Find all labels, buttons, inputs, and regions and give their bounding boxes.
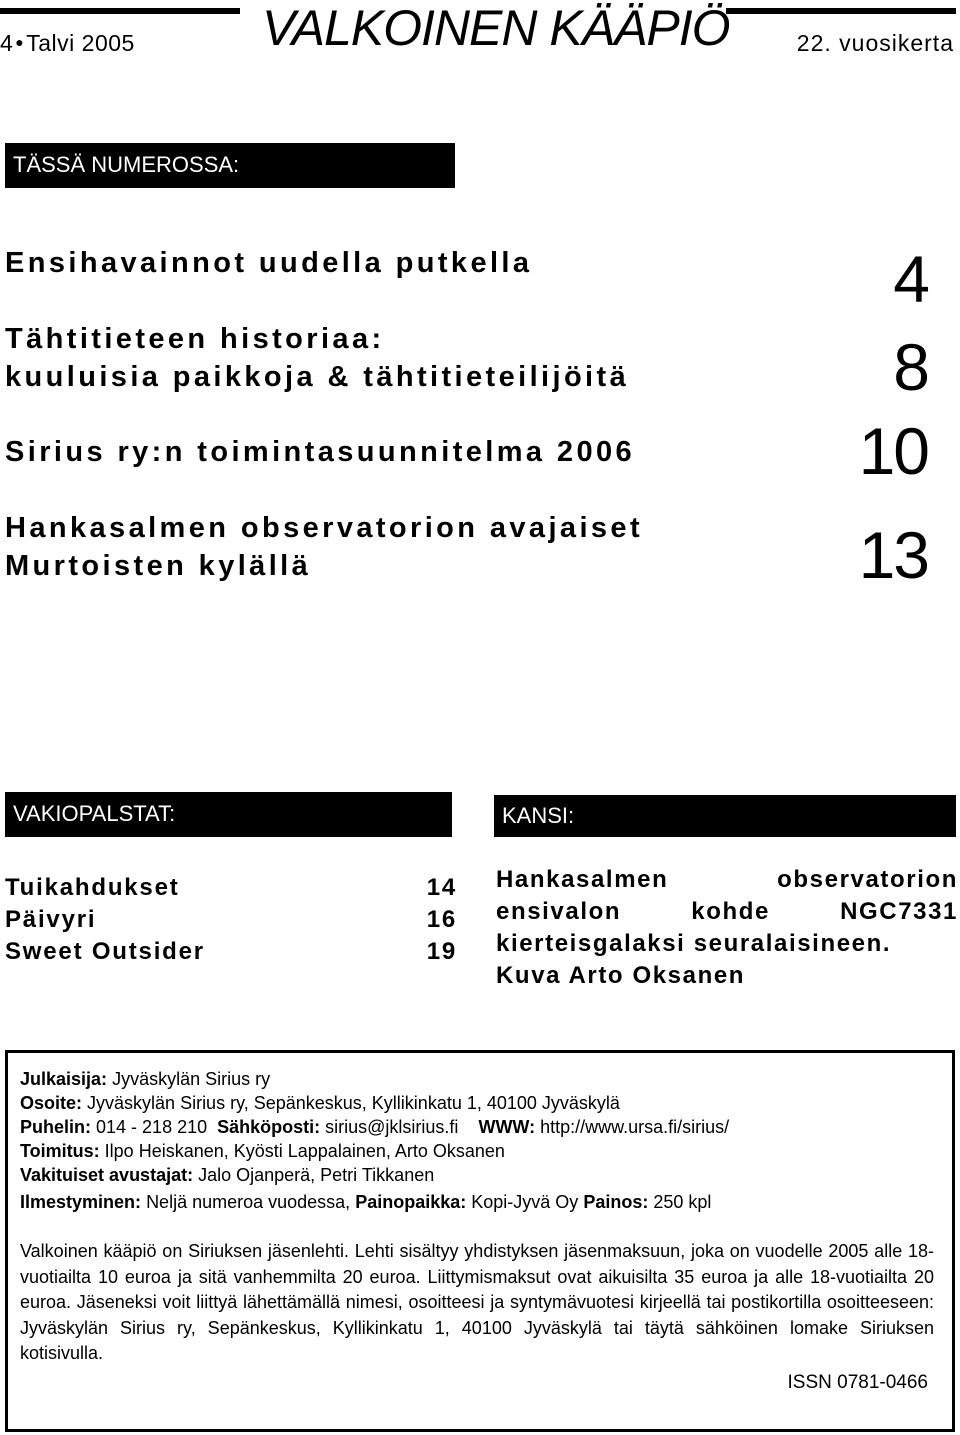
contents-label: TÄSSÄ NUMEROSSA: (5, 143, 455, 188)
volume-info: 22. vuosikerta (796, 30, 954, 56)
address-line (20, 1091, 620, 1115)
column-item[interactable] (5, 872, 457, 904)
columns-label: VAKIOPALSTAT: (5, 792, 452, 837)
frequency-label: Ilmestyminen: (20, 1192, 142, 1212)
toc-page-1: 4 (893, 242, 928, 316)
toc-item-title: Hankasalmen observatorion avajaiset (5, 512, 644, 544)
publisher-line (20, 1067, 270, 1091)
membership-text: Valkoinen kääpiö on Siriuksen jäsenlehti. Lehti sisältyy yhdistyksen jäsenmaksuun, joka on vuodelle 2005 alle 18-vuotiailta 10 euroa ja sitä vanhemmilta 20 euroa. Liittymismaksut ovat aikuisilta 35 euroa ja alle 18-vuotiailta 20 euroa. Jäseneksi voit liittyä lähettämällä nimesi, osoitteesi ja syntymävuotesi kirjeellä tai postikortilla osoitteeseen: Jyväskylän Sirius ry, Sepänkeskus, Kyllikinkatu 1, 40100 Jyväskylä tai täytä sähköinen lomake Siriuksen kotisivulla. (20, 1241, 934, 1363)
phone-label: Puhelin: (20, 1117, 91, 1137)
issn: ISSN 0781-0466 (787, 1372, 928, 1393)
publisher-value: Jyväskylän Sirius ry (112, 1069, 271, 1089)
issue-season: Talvi 2005 (26, 30, 135, 56)
www-label: WWW: (478, 1117, 536, 1137)
column-page: 16 (426, 906, 457, 933)
header-rule-right (726, 8, 956, 14)
imprint-box (5, 1050, 955, 1432)
magazine-title: VALKOINEN KÄÄPIÖ (262, 0, 730, 56)
toc-item-2[interactable] (5, 320, 629, 396)
column-name: Tuikahdukset (5, 874, 180, 901)
publisher-label: Julkaisija: (20, 1069, 108, 1089)
toc-item-subtitle: kuuluisia paikkoja & tähtitieteilijöitä (5, 361, 630, 393)
bullet-icon: ● (15, 34, 25, 50)
column-page: 14 (426, 874, 457, 901)
column-name: Sweet Outsider (5, 938, 205, 965)
column-item[interactable] (5, 904, 457, 936)
contact-line (20, 1115, 729, 1139)
contributors-value: Jalo Ojanperä, Petri Tikkanen (198, 1165, 435, 1185)
editors-value: Ilpo Heiskanen, Kyösti Lappalainen, Arto Oksanen (104, 1141, 505, 1161)
toc-item-4[interactable] (5, 509, 643, 585)
editors-label: Toimitus: (20, 1141, 100, 1161)
column-page: 19 (426, 938, 457, 965)
toc-item-subtitle: Murtoisten kylällä (5, 550, 312, 582)
issue-info (0, 30, 135, 57)
toc-item-title: Ensihavainnot uudella putkella (5, 247, 533, 279)
toc-page-4: 13 (858, 518, 928, 592)
columns-list (5, 872, 457, 968)
phone-value: 014 - 218 210 (96, 1117, 208, 1137)
printer-value: Kopi-Jyvä Oy (471, 1192, 579, 1212)
toc-item-1[interactable] (5, 244, 532, 282)
address-value: Jyväskylän Sirius ry, Sepänkeskus, Kyllikinkatu 1, 40100 Jyväskylä (87, 1093, 620, 1113)
cover-description (496, 864, 958, 992)
toc-item-title: Sirius ry:n toimintasuunnitelma 2006 (5, 436, 636, 468)
toc-page-3: 10 (858, 414, 928, 488)
toc-item-title: Tähtitieteen historiaa: (5, 323, 385, 355)
address-label: Osoite: (20, 1093, 83, 1113)
issue-number: 4 (0, 30, 14, 56)
email-label: Sähköposti: (217, 1117, 321, 1137)
print-run-label: Painos: (583, 1192, 649, 1212)
column-item[interactable] (5, 936, 457, 968)
cover-text: Hankasalmen observatorion ensivalon kohde NGC7331 kierteisgalaksi seuralaisineen. (496, 866, 958, 957)
email-link[interactable]: sirius@jklsirius.fi (325, 1117, 459, 1137)
cover-credit: Kuva Arto Oksanen (496, 962, 746, 989)
printer-label: Painopaikka: (355, 1192, 467, 1212)
header-rule-left (0, 8, 240, 14)
contributors-line (20, 1163, 434, 1187)
publication-line (20, 1190, 711, 1214)
contributors-label: Vakituiset avustajat: (20, 1165, 194, 1185)
cover-label: KANSI: (494, 795, 956, 837)
print-run-value: 250 kpl (653, 1192, 712, 1212)
column-name: Päivyri (5, 906, 97, 933)
www-link[interactable]: http://www.ursa.fi/sirius/ (540, 1117, 730, 1137)
editors-line (20, 1139, 505, 1163)
toc-item-3[interactable] (5, 433, 635, 471)
toc-page-2: 8 (893, 330, 928, 404)
frequency-value: Neljä numeroa vuodessa, (146, 1192, 351, 1212)
